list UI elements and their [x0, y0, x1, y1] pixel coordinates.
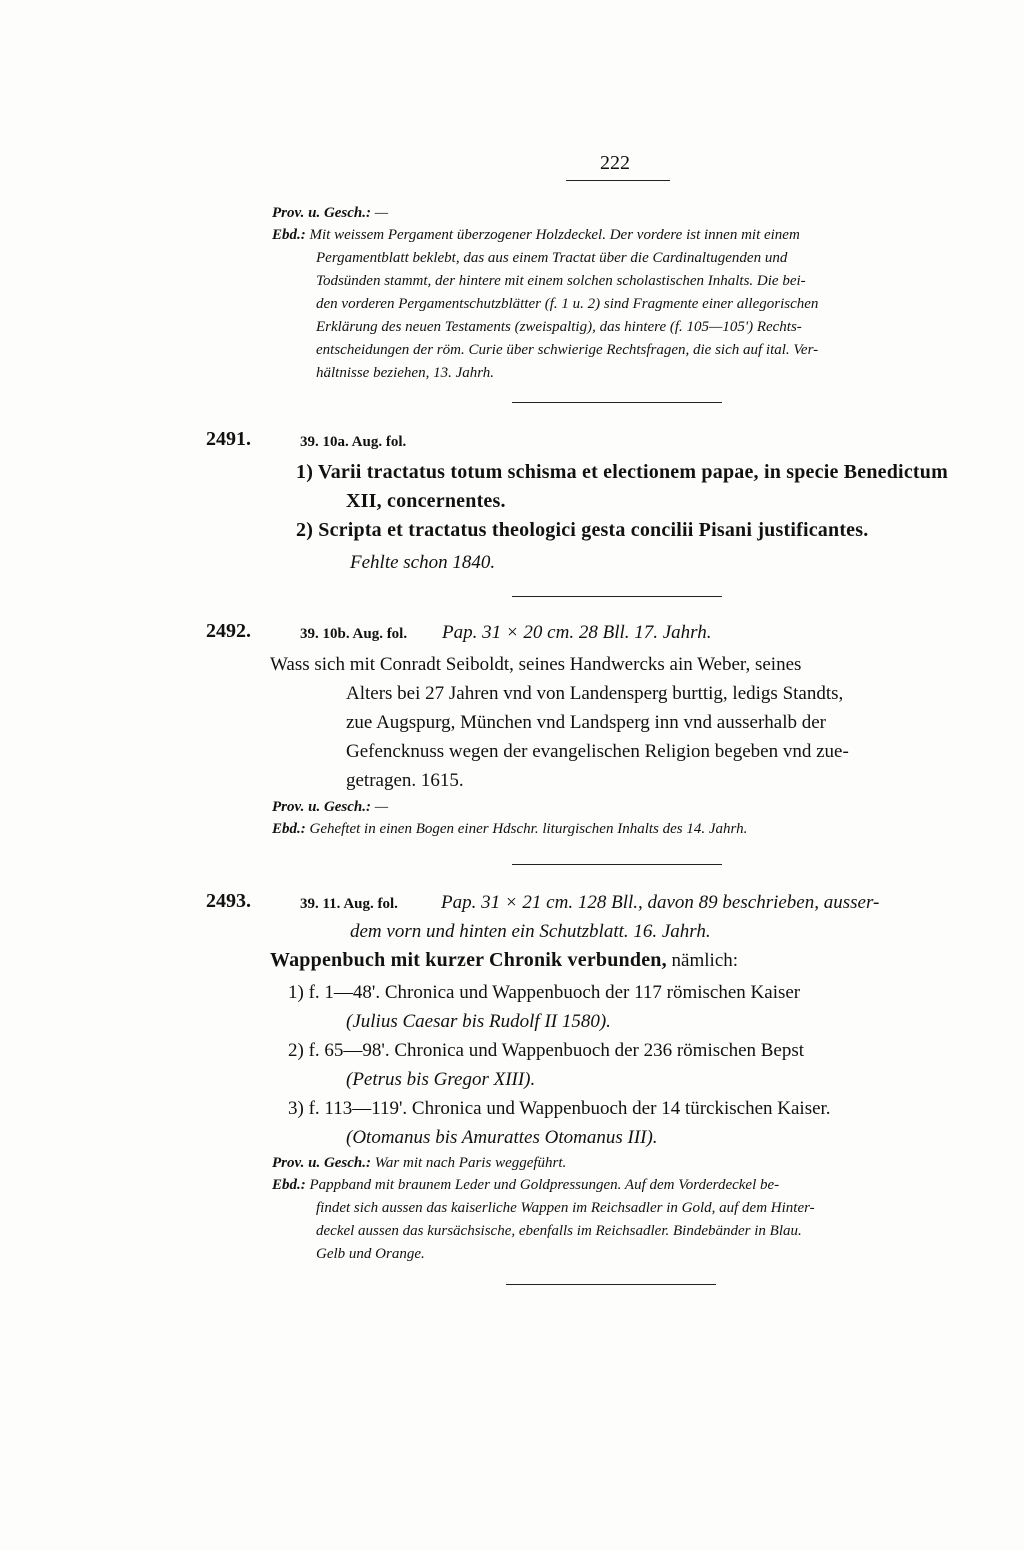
meta: Pap. 31 × 21 cm. 128 Bll., davon 89 beschrieben, ausser-: [441, 892, 880, 913]
ebd-block: Ebd.: Pappband mit braunem Leder und Goldpressungen. Auf dem Vorderdeckel be- findet sich aussen das kaiserliche Wappen im Reichsadler in Gold, auf dem Hinter- deckel aussen das kursächsische, ebenfalls im Reichsadler. Bindebänder in Blau. Gelb und Orange.: [272, 1177, 815, 1262]
entry-number: 2493.: [206, 890, 251, 912]
ebd-line: Erklärung des neuen Testaments (zweispaltig), das hintere (f. 105—105') Rechts-: [316, 319, 802, 335]
shelfmark: 39. 11. Aug. fol.: [300, 896, 398, 912]
meta: Pap. 31 × 20 cm. 28 Bll. 17. Jahrh.: [442, 622, 712, 643]
entry-number: 2492.: [206, 620, 251, 642]
prov-text: —: [374, 205, 389, 221]
item-2: 2) Scripta et tractatus theologici gesta concilii Pisani justificantes.: [296, 519, 869, 541]
page-number-rule: [566, 180, 670, 181]
ebd-line: Todsünden stammt, der hintere mit einem solchen scholastischen Inhalts. Die bei-: [316, 273, 806, 289]
entry-number: 2491.: [206, 428, 251, 450]
top-ebd-block: [272, 224, 962, 385]
entry-text: Wass sich mit Conradt Seiboldt, seines Handwercks ain Weber, seines Alters bei 27 Jahren vnd von Landensperg burttig, ledigs Standts, zue Augspurg, München vnd Landsperg inn vnd ausserhalb der Gefencknuss wegen der evangelischen Religion begeben vnd zue- getragen. 1615.: [270, 654, 849, 791]
note: Fehlte schon 1840.: [350, 552, 496, 573]
ebd-line: Pergamentblatt beklebt, das aus einem Tractat über die Cardinaltugenden und: [316, 250, 788, 266]
page-number: 222: [600, 152, 630, 174]
meta: dem vorn und hinten ein Schutzblatt. 16. Jahrh.: [350, 921, 711, 942]
ebd-line: Mit weissem Pergament überzogener Holzdeckel. Der vordere ist innen mit einem: [309, 227, 800, 243]
prov-line: Prov. u. Gesch.: War mit nach Paris weggeführt.: [272, 1155, 567, 1171]
prov-line: Prov. u. Gesch.: —: [272, 799, 389, 815]
item-list: 1) f. 1—48'. Chronica und Wappenbuoch der 117 römischen Kaiser (Julius Caesar bis Rudolf II 1580). 2) f. 65—98'. Chronica und Wappenbuoch der 236 römischen Bepst (Petrus bis Gregor XIII). 3) f. 113—119'. Chronica und Wappenbuoch der 14 türckischen Kaiser. (Otomanus bis Amurattes Otomanus III).: [288, 982, 831, 1148]
section-divider: [512, 596, 722, 597]
top-prov-line: [272, 202, 388, 225]
entry-title: Wappenbuch mit kurzer Chronik verbunden, nämlich:: [270, 949, 739, 971]
shelfmark: 39. 10a. Aug. fol.: [300, 434, 407, 450]
ebd-line: entscheidungen der röm. Curie über schwierige Rechtsfragen, die sich auf ital. Ver-: [316, 342, 819, 358]
ebd-line: hältnisse beziehen, 13. Jahrh.: [316, 365, 495, 381]
section-divider: [512, 864, 722, 865]
ebd-label: Ebd.:: [272, 227, 306, 243]
ebd-line: Ebd.: Geheftet in einen Bogen einer Hdschr. liturgischen Inhalts des 14. Jahrh.: [272, 821, 748, 837]
item-1: 1) Varii tractatus totum schisma et electionem papae, in specie Benedictum XII, concernentes.: [296, 461, 948, 512]
prov-label: Prov. u. Gesch.:: [272, 205, 372, 221]
shelfmark: 39. 10b. Aug. fol.: [300, 626, 408, 642]
section-divider: [512, 402, 722, 403]
ebd-line: den vorderen Pergamentschutzblätter (f. 1 u. 2) sind Fragmente einer allegorischen: [316, 296, 819, 312]
section-divider: [506, 1284, 716, 1285]
